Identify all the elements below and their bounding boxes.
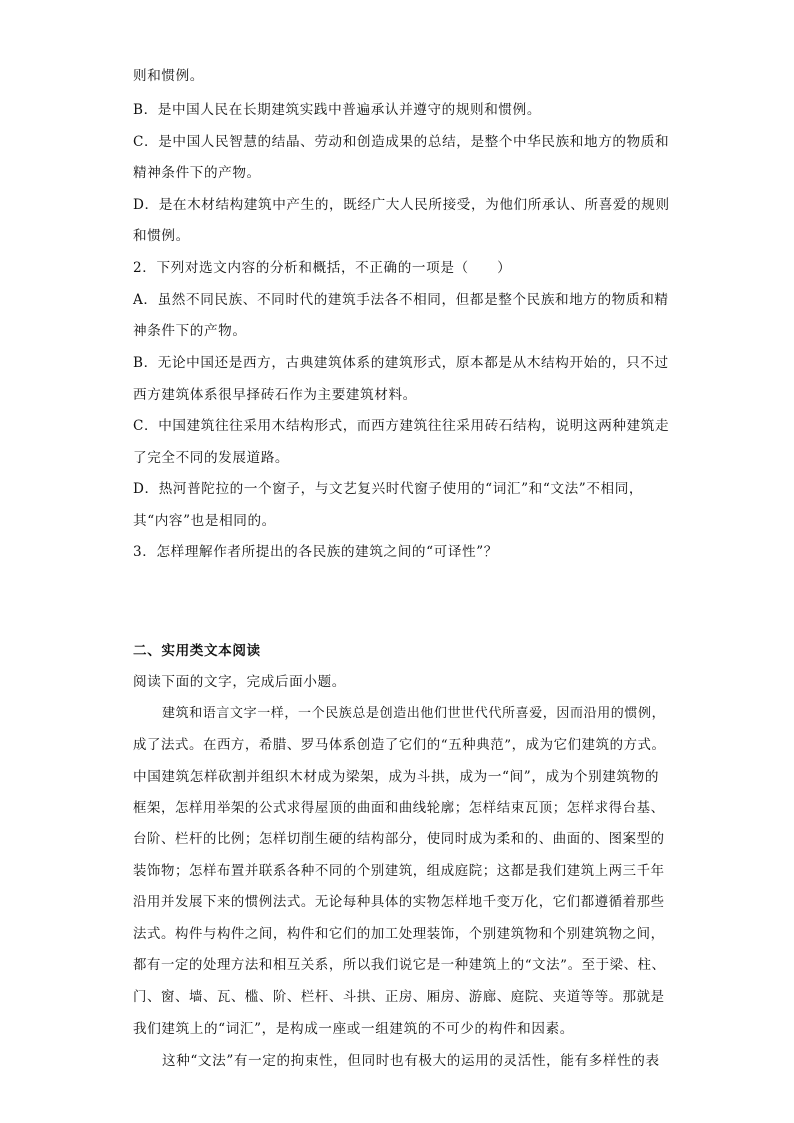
option-d-line: D．热河普陀拉的一个窗子，与文艺复兴时代窗子使用的“词汇”和“文法”不相同， xyxy=(133,481,644,497)
text-line: 则和惯例。 xyxy=(133,68,204,84)
paragraph-line: 中国建筑怎样砍割并组织木材成为梁架，成为斗拱，成为一“间”，成为个别建筑物的 xyxy=(133,769,660,785)
paragraph-line: 成了法式。在西方，希腊、罗马体系创造了它们的“五种典范”，成为它们建筑的方式。 xyxy=(133,738,666,753)
option-d-line: D．是在木材结构建筑中产生的，既经广大人民所接受，为他们所承认、所喜爱的规则 xyxy=(133,197,670,213)
paragraph-line: 我们建筑上的“词汇”，是构成一座或一组建筑的不可少的构件和因素。 xyxy=(133,1021,574,1037)
text-line: 和惯例。 xyxy=(133,228,190,244)
option-a-line: A．虽然不同民族、不同时代的建筑手法各不相同，但都是整个民族和地方的物质和精 xyxy=(133,292,669,308)
section-instruction: 阅读下面的文字，完成后面小题。 xyxy=(133,674,346,690)
option-b-line: B．无论中国还是西方，古典建筑体系的建筑形式，原本都是从木结构开始的，只不过 xyxy=(133,355,669,371)
question-3: 3．怎样理解作者所提出的各民族的建筑之间的“可译性”？ xyxy=(133,544,498,560)
text-line: 其“内容”也是相同的。 xyxy=(133,513,276,529)
option-c-line: C．中国建筑往往采用木结构形式，而西方建筑往往采用砖石结构，说明这两种建筑走 xyxy=(133,418,670,434)
paragraph-line: 装饰物；怎样布置并联系各种不同的个别建筑，组成庭院；这都是我们建筑上两三千年 xyxy=(133,864,665,879)
section-heading: 二、实用类文本阅读 xyxy=(133,643,261,659)
question-2: 2．下列对选文内容的分析和概括，不正确的一项是（ ） xyxy=(133,260,512,276)
paragraph-line: 都有一定的处理方法和相互关系，所以我们说它是一种建筑上的“文法”。至于梁、柱、 xyxy=(133,958,666,973)
paragraph-line: 框架，怎样用举架的公式求得屋顶的曲面和曲线轮廓；怎样结束瓦顶；怎样求得台基、 xyxy=(133,801,665,816)
paragraph-line: 建筑和语言文字一样，一个民族总是创造出他们世世代代所喜爱，因而沿用的惯例， xyxy=(162,706,666,721)
paragraph-line: 法式。构件与构件之间，构件和它们的加工处理装饰，个别建筑物和个别建筑物之间， xyxy=(133,927,665,942)
option-b-line: B．是中国人民在长期建筑实践中普遍承认并遵守的规则和惯例。 xyxy=(133,102,542,118)
paragraph-line: 台阶、栏杆的比例；怎样切削生硬的结构部分，使同时成为柔和的、曲面的、图案型的 xyxy=(133,832,665,847)
paragraph-line: 门、窗、墙、瓦、槛、阶、栏杆、斗拱、正房、厢房、游廊、庭院、夹道等等。那就是 xyxy=(133,990,665,1005)
paragraph-line: 这种“文法”有一定的拘束性，但同时也有极大的运用的灵活性，能有多样性的表 xyxy=(162,1053,660,1069)
option-c-line: C．是中国人民智慧的结晶、劳动和创造成果的总结，是整个中华民族和地方的物质和 xyxy=(133,134,670,150)
text-line: 了完全不同的发展道路。 xyxy=(133,450,290,466)
text-line: 精神条件下的产物。 xyxy=(133,165,261,181)
paragraph-line: 沿用并发展下来的惯例法式。无论每种具体的实物怎样地千变万化，它们都遵循着那些 xyxy=(133,895,665,910)
text-line: 神条件下的产物。 xyxy=(133,323,247,339)
text-line: 西方建筑体系很早择砖石作为主要建筑材料。 xyxy=(133,387,417,403)
